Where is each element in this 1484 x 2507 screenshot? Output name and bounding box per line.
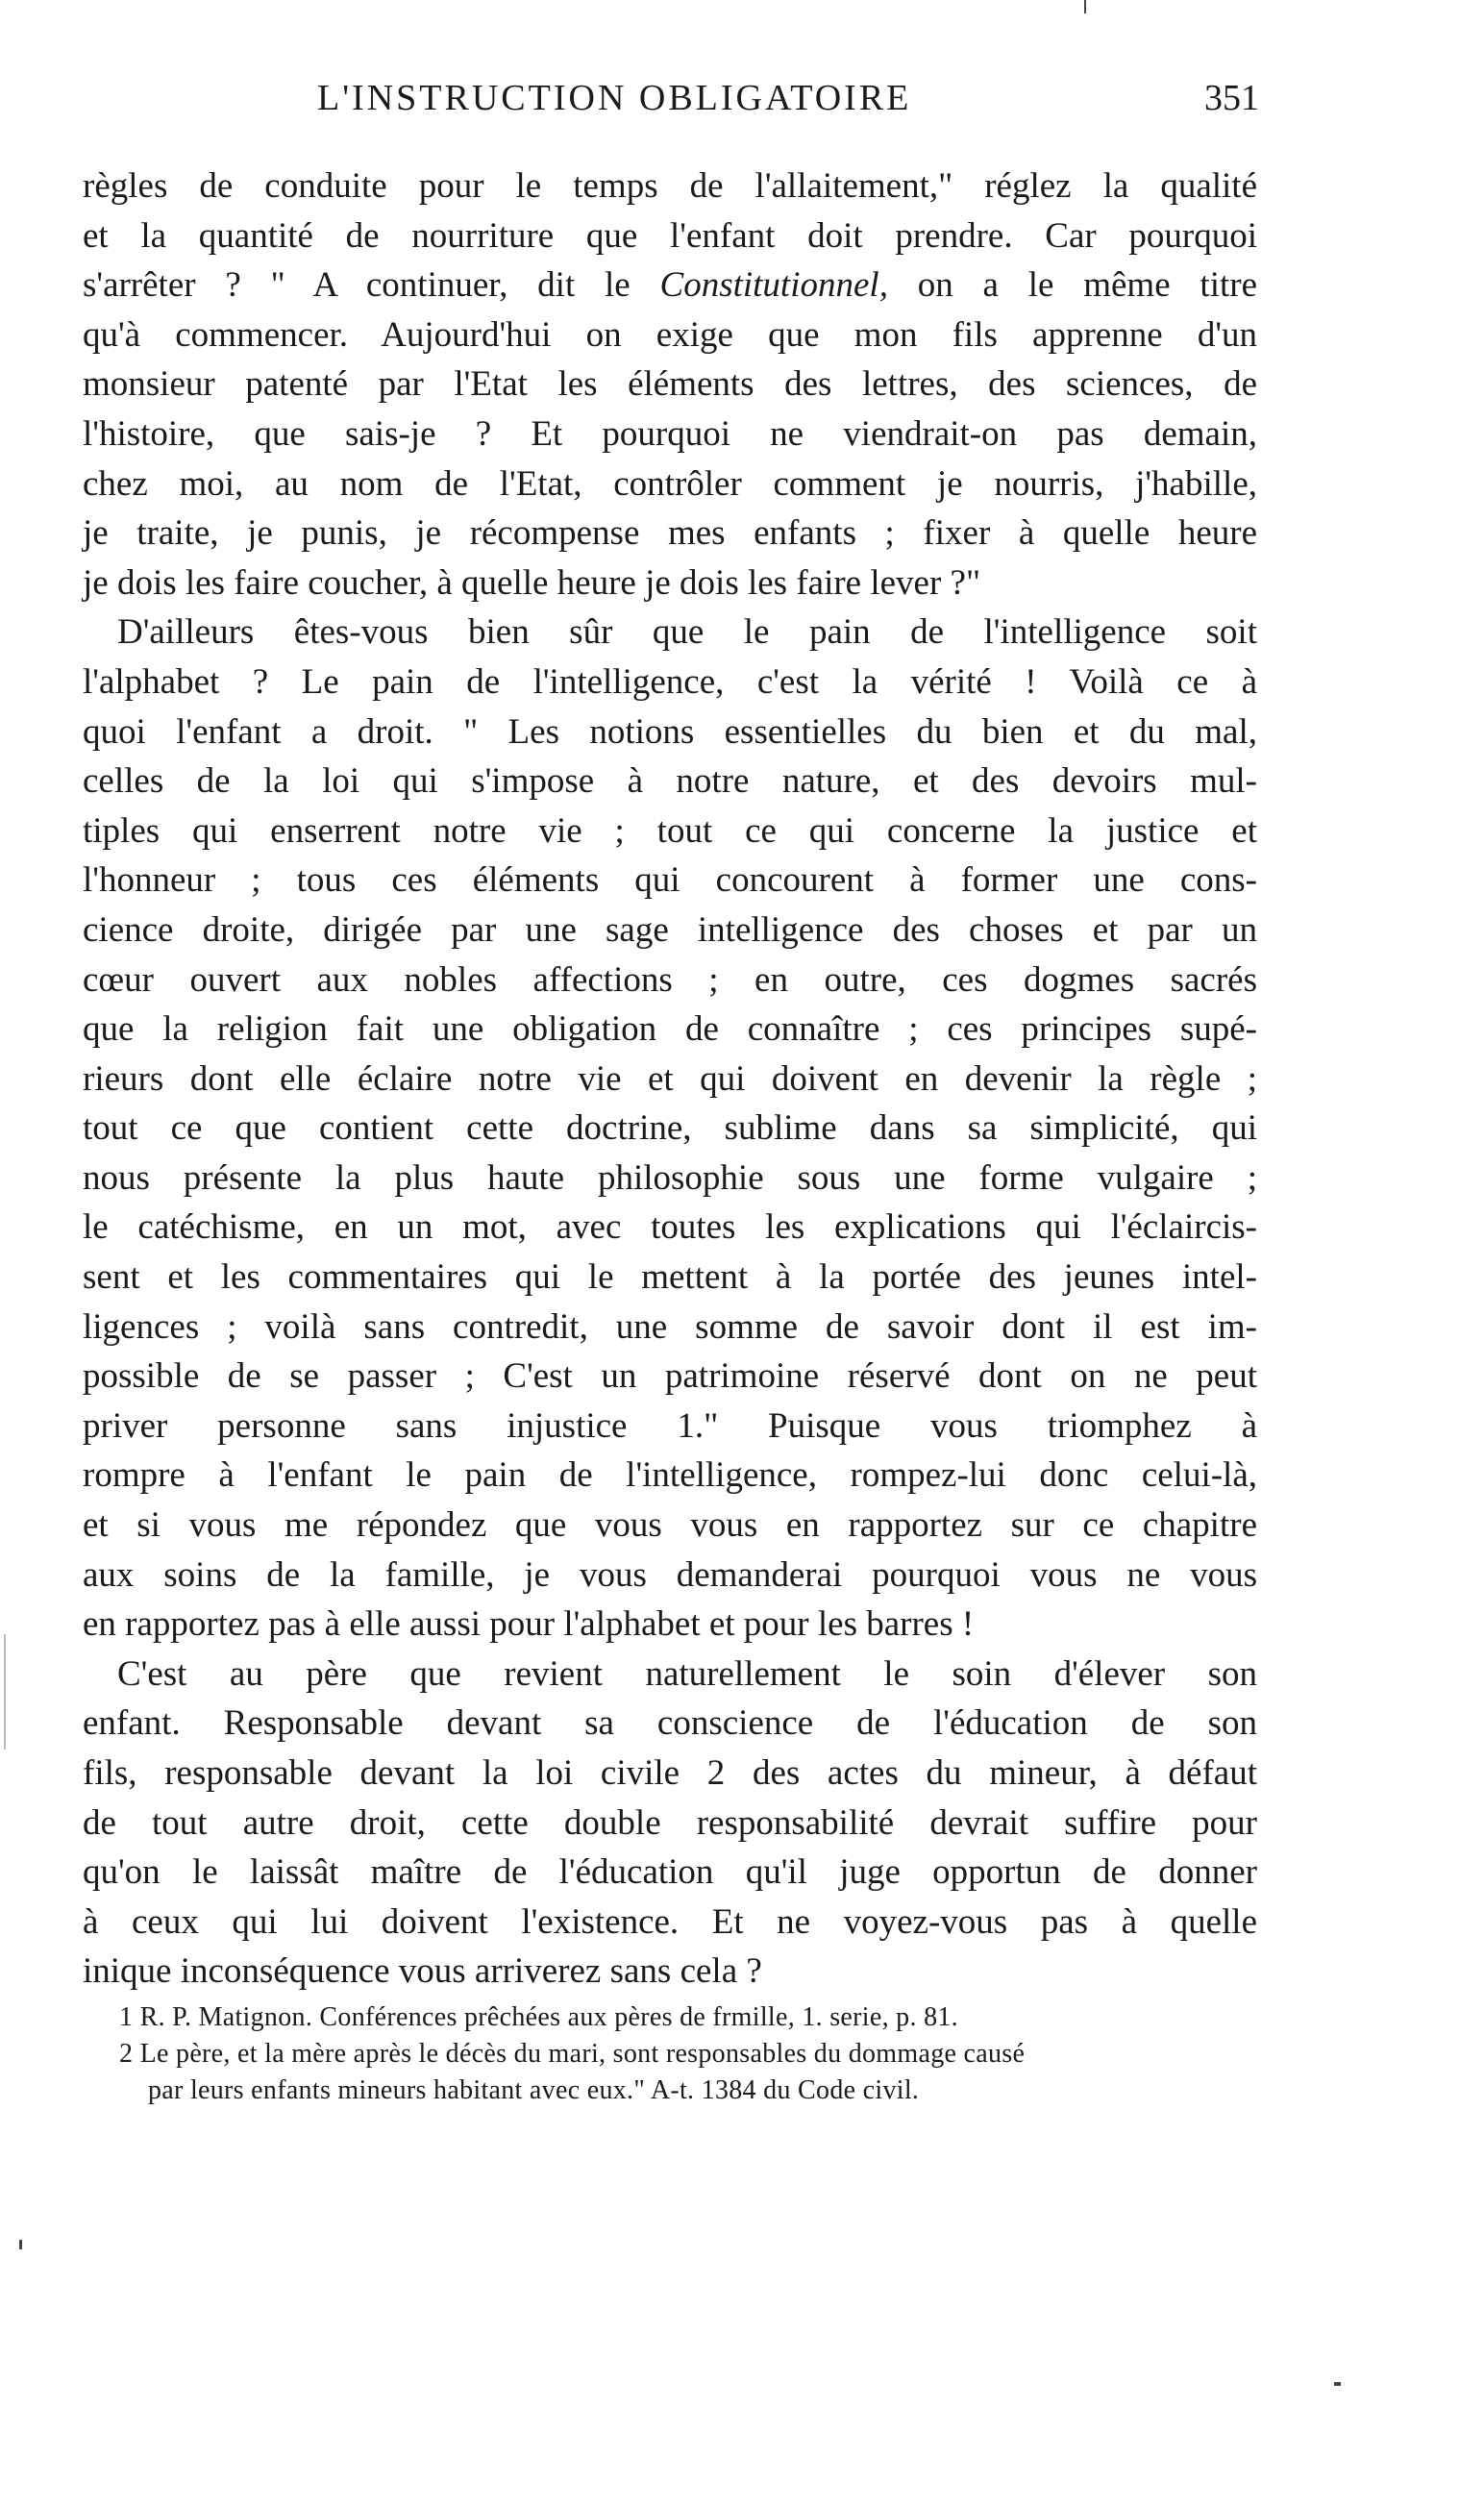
text-line: à ceux qui lui doivent l'existence. Et ne voyez-vous pas à quelle [83,1901,1257,1942]
text-line: quoi l'enfant a droit. " Les notions essentielles du bien et du mal, [83,711,1257,752]
text-line: cience droite, dirigée par une sage intelligence des choses et par un [83,909,1257,950]
text-line: sent et les commentaires qui le mettent à la portée des jeunes intel- [83,1257,1257,1298]
text-line: chez moi, au nom de l'Etat, contrôler comment je nourris, j'habille, [83,463,1257,504]
page-header [192,77,1259,135]
text-line: priver personne sans injustice 1." Puisque vous triomphez à [83,1405,1257,1446]
text-line: je dois les faire coucher, à quelle heure je dois les faire lever ?" [83,562,981,603]
scan-speck [19,2240,22,2249]
text-line: je traite, je punis, je récompense mes enfants ; fixer à quelle heure [83,513,1257,554]
text-line: inique inconséquence vous arriverez sans cela ? [83,1951,762,1992]
running-title: L'INSTRUCTION OBLIGATOIRE [317,78,912,118]
text-line: enfant. Responsable devant sa conscience de l'éducation de son [83,1703,1257,1744]
footnote-2: 2 Le père, et la mère après le décès du mari, sont responsables du dommage causé [119,2039,1026,2069]
text-line: ligences ; voilà sans contredit, une somme de savoir dont il est im- [83,1306,1257,1347]
text-line: C'est au père que revient naturellement le soin d'élever son [117,1653,1257,1694]
scan-speck [4,1634,6,1750]
text-line: tout ce que contient cette doctrine, sublime dans sa simplicité, qui [83,1108,1257,1149]
footnotes [119,1999,1234,2109]
text-line: le catéchisme, en un mot, avec toutes les explications qui l'éclaircis- [83,1207,1257,1248]
page-number: 351 [1204,78,1259,118]
body-text [83,161,1257,1997]
scan-speck [1334,2382,1341,2386]
text-line: en rapportez pas à elle aussi pour l'alphabet et pour les barres ! [83,1604,975,1645]
text-line: nous présente la plus haute philosophie sous une forme vulgaire ; [83,1157,1257,1198]
text-line: monsieur patenté par l'Etat les éléments des lettres, des sciences, de [83,364,1257,405]
text-line: tiples qui enserrent notre vie ; tout ce qui concerne la justice et [83,810,1257,851]
text-segment: on a le même titre [887,265,1257,306]
text-line: qu'à commencer. Aujourd'hui on exige que mon fils apprenne d'un [83,314,1257,355]
text-line: aux soins de la famille, je vous demanderai pourquoi vous ne vous [83,1554,1257,1595]
text-line: l'honneur ; tous ces éléments qui concourent à former une cons- [83,860,1257,901]
text-line: rompre à l'enfant le pain de l'intelligence, rompez-lui donc celui-là, [83,1455,1257,1496]
footnote-1: 1 R. P. Matignon. Conférences prêchées aux pères de frmille, 1. serie, p. 81. [119,2002,958,2032]
text-line: D'ailleurs êtes-vous bien sûr que le pain de l'intelligence soit [117,612,1257,653]
text-line: de tout autre droit, cette double responsabilité devrait suffire pour [83,1802,1257,1843]
text-line: et la quantité de nourriture que l'enfant doit prendre. Car pourquoi [83,215,1257,256]
text-line: possible de se passer ; C'est un patrimoine réservé dont on ne peut [83,1356,1257,1397]
text-line: rieurs dont elle éclaire notre vie et qui doivent en devenir la règle ; [83,1058,1257,1099]
text-line: celles de la loi qui s'impose à notre nature, et des devoirs mul- [83,761,1257,802]
text-line: et si vous me répondez que vous vous en rapportez sur ce chapitre [83,1505,1257,1546]
text-line: fils, responsable devant la loi civile 2 des actes du mineur, à défaut [83,1753,1257,1793]
footnote-2-continued: par leurs enfants mineurs habitant avec eux." A-t. 1384 du Code civil. [148,2075,920,2105]
text-line: l'alphabet ? Le pain de l'intelligence, c'est la vérité ! Voilà ce à [83,661,1257,702]
text-line: cœur ouvert aux nobles affections ; en outre, ces dogmes sacrés [83,959,1257,1000]
text-line: règles de conduite pour le temps de l'allaitement," réglez la qualité [83,166,1257,206]
text-line: que la religion fait une obligation de connaître ; ces principes supé- [83,1009,1257,1050]
text-line: l'histoire, que sais-je ? Et pourquoi ne viendrait-on pas demain, [83,413,1257,454]
italic-title: Constitutionnel, [659,265,888,306]
scan-speck [1084,0,1086,13]
text-segment: s'arrêter ? " A continuer, dit le [83,265,660,306]
text-line [83,261,1257,310]
text-line: qu'on le laissât maître de l'éducation qu'il juge opportun de donner [83,1852,1257,1893]
